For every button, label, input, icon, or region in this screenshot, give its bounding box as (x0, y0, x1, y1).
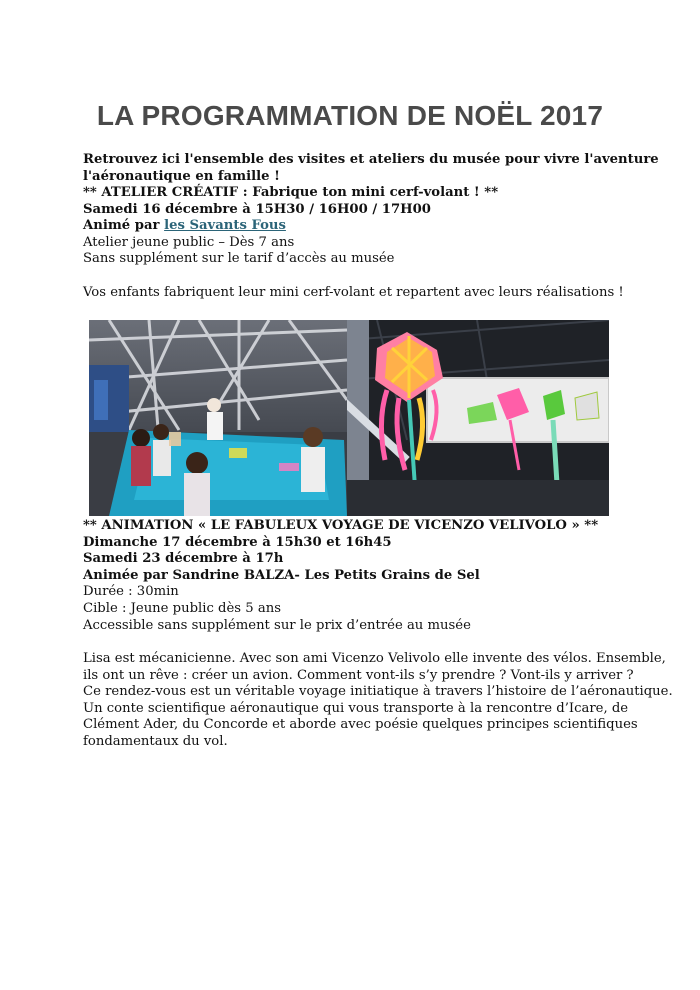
animation-story (83, 651, 673, 751)
story-line: Ce rendez-vous est un véritable voyage initiatique à travers l’histoire de l’aéronautique. (83, 684, 673, 700)
animation-target: Cible : Jeune public dès 5 ans (83, 600, 281, 616)
animation-price: Accessible sans supplément sur le prix d’entrée au musée (83, 617, 471, 633)
story-line: ils ont un rêve : créer un avion. Comment vont-ils s’y prendre ? Vont-ils y arriver ? (83, 667, 634, 683)
animation-duration: Durée : 30min (83, 584, 179, 600)
atelier-description: Vos enfants fabriquent leur mini cerf-volant et repartent avec leurs réalisations ! (83, 284, 624, 300)
atelier-heading: ** ATELIER CRÉATIF : Fabrique ton mini cerf-volant ! ** (83, 185, 499, 200)
page-title: LA PROGRAMMATION DE NOËL 2017 (96, 100, 604, 131)
atelier-section (83, 185, 623, 301)
atelier-date: Samedi 16 décembre à 15H30 / 16H00 / 17H00 (83, 201, 431, 217)
animation-section (83, 518, 623, 634)
intro-line-1: Retrouvez ici l'ensemble des visites et ateliers du musée pour vivre l'aventure (83, 152, 659, 167)
photo-workshop-table (89, 320, 347, 516)
atelier-animated-by (83, 218, 623, 235)
animation-animated-by: Animée par Sandrine BALZA- Les Petits Grains de Sel (83, 567, 480, 583)
intro-section (83, 152, 659, 185)
story-line: Lisa est mécanicienne. Avec son ami Vicenzo Velivolo elle invente des vélos. Ensemble, (83, 651, 666, 666)
atelier-photos (89, 320, 609, 516)
photo-kites (347, 320, 609, 516)
animation-date-2: Samedi 23 décembre à 17h (83, 551, 284, 567)
animation-date-1: Dimanche 17 décembre à 15h30 et 16h45 (83, 534, 392, 550)
atelier-price: Sans supplément sur le tarif d’accès au musée (83, 251, 395, 267)
atelier-audience: Atelier jeune public – Dès 7 ans (83, 234, 295, 250)
intro-line-2: l'aéronautique en famille ! (83, 168, 280, 184)
story-line: fondamentaux du vol. (83, 733, 228, 749)
savants-fous-link[interactable]: les Savants Fous (164, 218, 286, 234)
animation-heading: ** ANIMATION « LE FABULEUX VOYAGE DE VICENZO VELIVOLO » ** (83, 518, 599, 533)
story-line: Un conte scientifique aéronautique qui vous transporte à la rencontre d’Icare, de (83, 700, 629, 716)
story-line: Clément Ader, du Concorde et aborde avec poésie quelques principes scientifiques (83, 717, 638, 733)
animated-by-prefix: Animé par (83, 218, 165, 234)
